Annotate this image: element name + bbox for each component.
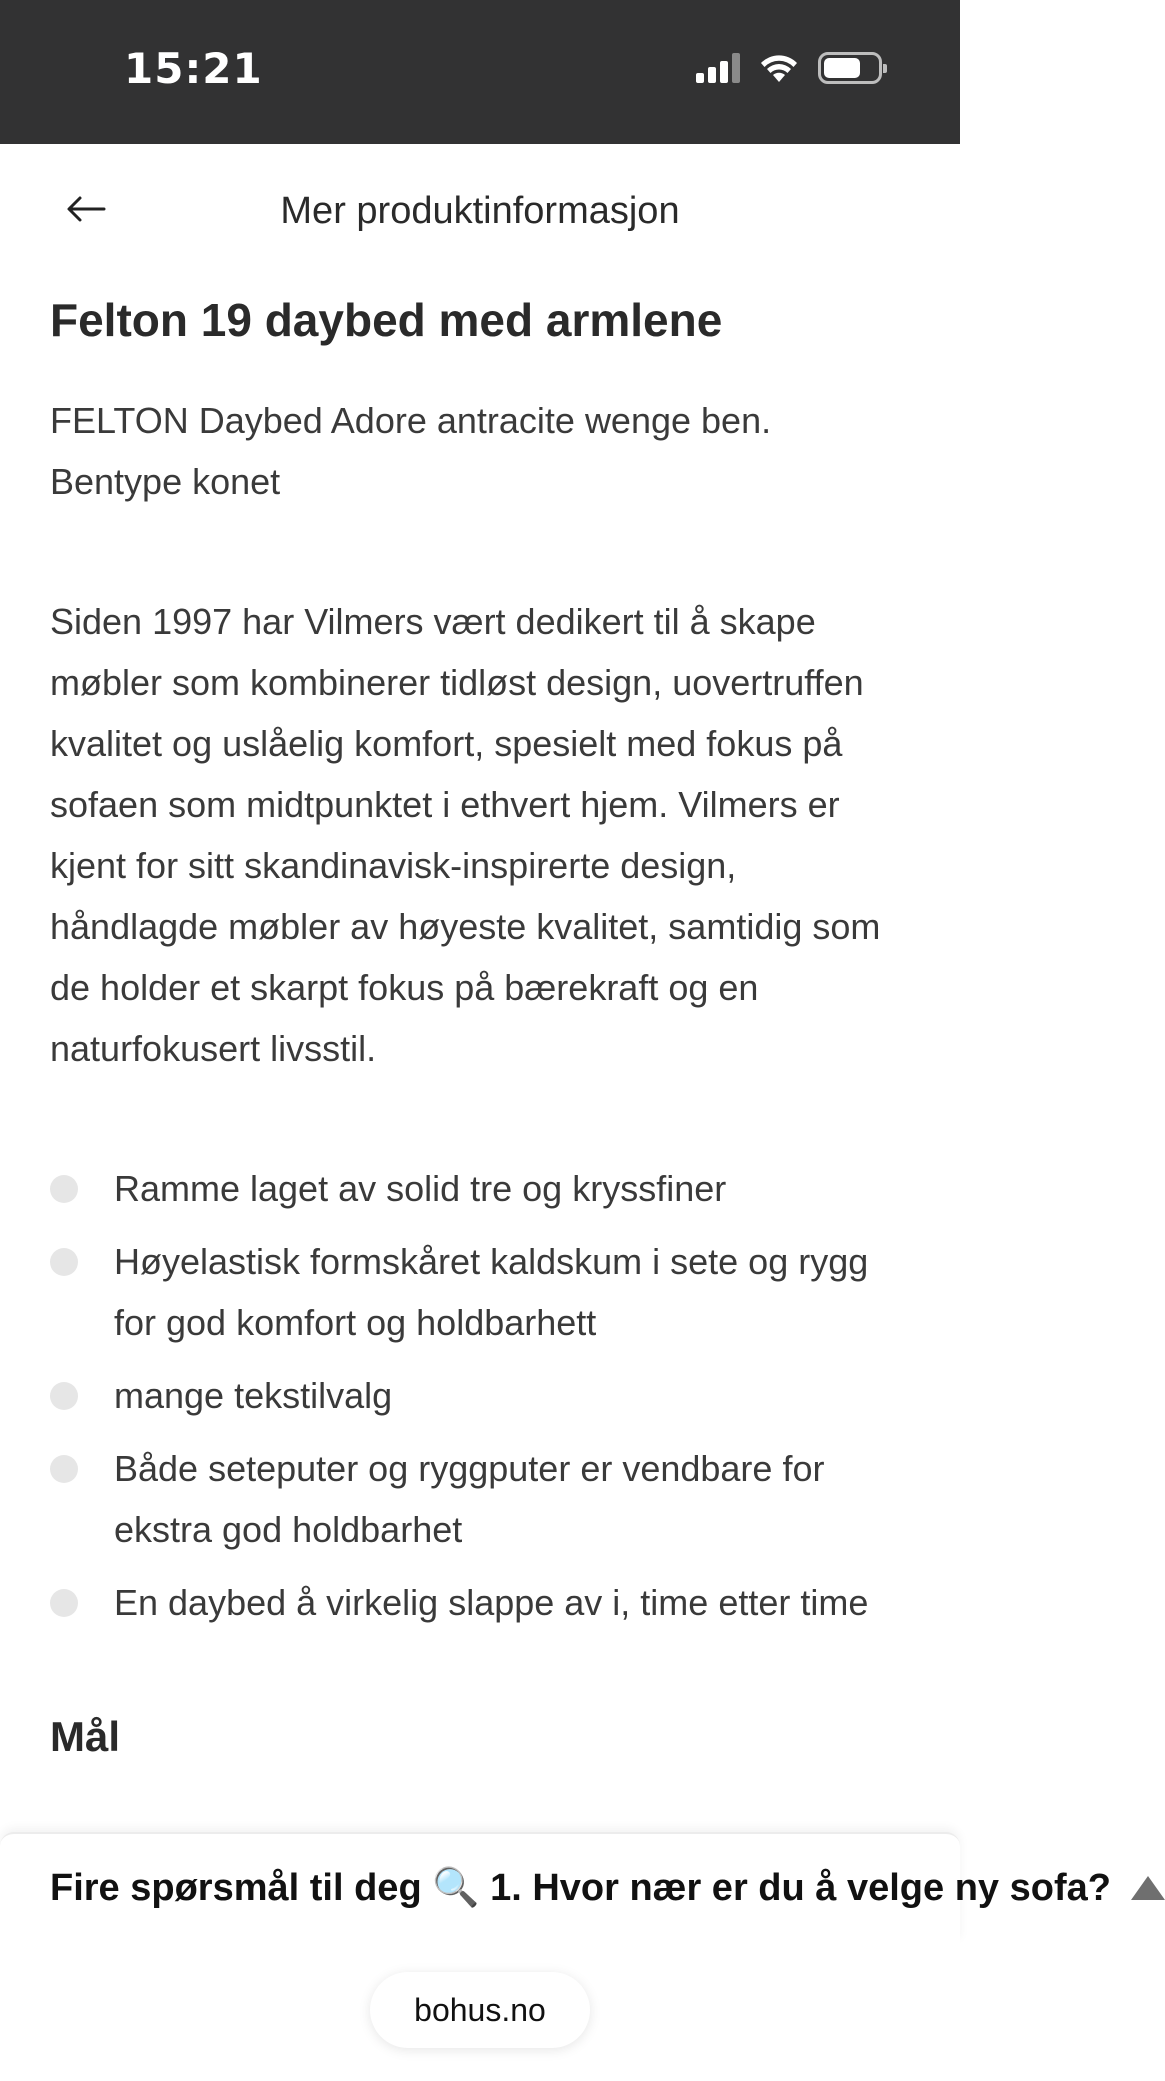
header	[0, 144, 960, 274]
signal-icon	[696, 53, 740, 83]
list-item	[50, 1572, 910, 1633]
bullet-icon	[50, 1455, 78, 1483]
feature-text: Ramme laget av solid tre og kryssfiner	[114, 1168, 727, 1209]
product-title: Felton 19 daybed med armlene	[50, 294, 723, 346]
bullet-icon	[50, 1589, 78, 1617]
bullet-icon	[50, 1382, 78, 1410]
feature-text: mange tekstilvalg	[114, 1375, 393, 1416]
survey-banner-text: Fire spørsmål til deg 🔍 1. Hvor nær er du å velge ny sofa?	[50, 1867, 1111, 1909]
url-bar[interactable]: bohus.no	[370, 1972, 590, 2048]
battery-icon	[818, 52, 882, 84]
section-heading-dimensions: Mål	[50, 1713, 121, 1760]
feature-text: En daybed å virkelig slappe av i, time etter time	[114, 1582, 869, 1623]
product-info	[50, 290, 910, 1761]
bullet-icon	[50, 1175, 78, 1203]
browser-bottom-bar	[0, 1942, 960, 2081]
list-item	[50, 1438, 910, 1560]
feature-list	[50, 1158, 910, 1633]
status-time: 15:21	[124, 44, 263, 93]
bullet-icon	[50, 1248, 78, 1276]
caret-up-icon[interactable]	[1131, 1876, 1165, 1900]
feature-text: Høyelastisk formskåret kaldskum i sete og rygg for god komfort og holdbarhett	[114, 1241, 869, 1343]
product-subtitle: FELTON Daybed Adore antracite wenge ben. Bentype konet	[50, 400, 772, 502]
feature-text: Både seteputer og ryggputer er vendbare for ekstra god holdbarhet	[114, 1448, 825, 1550]
status-icons	[696, 52, 882, 84]
list-item	[50, 1231, 910, 1353]
wifi-icon	[758, 52, 800, 84]
list-item	[50, 1158, 910, 1219]
status-bar	[0, 0, 960, 144]
product-description: Siden 1997 har Vilmers vært dedikert til å skape møbler som kombinerer tidløst design, uovertruffen kvalitet og uslåelig komfort, spesielt med fokus på sofaen som midtpunktet i ethvert hjem. Vilmers er kjent for sitt skandinavisk-inspirerte design, håndlagde møbler av høyeste kvalitet, samtidig som de holder et skarpt fokus på bærekraft og en naturfokusert livsstil.	[50, 601, 881, 1069]
survey-banner[interactable]	[0, 1832, 1111, 1942]
list-item	[50, 1365, 910, 1426]
page-title: Mer produktinformasjon	[280, 190, 680, 232]
